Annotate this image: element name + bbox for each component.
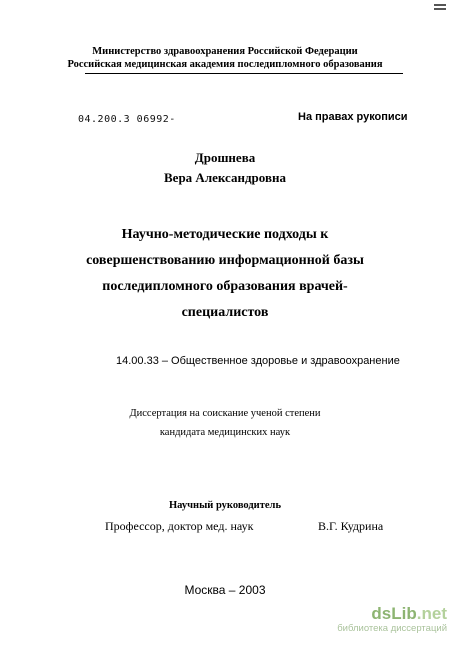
ministry-line-2: Российская медицинская академия последипломного образования (67, 59, 383, 70)
ministry-line-1: Министерство здравоохранения Российской Федерации (92, 46, 358, 57)
title-line: специалистов (181, 305, 269, 320)
watermark-logo-main: dsLib (371, 604, 417, 623)
title-line: последипломного образования врачей- (102, 279, 348, 294)
header-underline (85, 73, 403, 74)
ministry-header (0, 45, 450, 71)
adviser-name: В.Г. Кудрина (318, 519, 384, 533)
author-surname: Дрошнева (194, 150, 256, 165)
scan-corner-mark (434, 4, 446, 14)
watermark-subtitle: библиотека диссертаций (337, 623, 447, 634)
title-line: Научно-методические подходы к (121, 227, 329, 242)
dissertation-line-1: Диссертация на соискание ученой степени (129, 408, 321, 419)
dissertation-block (0, 404, 450, 442)
adviser-position: Профессор, доктор мед. наук (105, 519, 254, 533)
dissertation-line-2: кандидата медицинских наук (159, 427, 291, 438)
registration-code: 04.200.3 06992- (78, 114, 176, 125)
watermark-logo (322, 605, 447, 623)
watermark-logo-ext: .net (416, 604, 447, 623)
author-name: Вера Александровна (164, 170, 286, 185)
dslib-watermark (322, 605, 447, 635)
thesis-title (0, 222, 450, 326)
rights-note: На правах рукописи (298, 111, 408, 123)
adviser-heading: Научный руководитель (169, 500, 281, 511)
title-line: совершенствованию информационной базы (86, 253, 364, 268)
author-block (0, 148, 450, 188)
specialty-code: 14.00.33 – Общественное здоровье и здравоохранение (116, 355, 400, 367)
city-year: Москва – 2003 (184, 583, 266, 597)
